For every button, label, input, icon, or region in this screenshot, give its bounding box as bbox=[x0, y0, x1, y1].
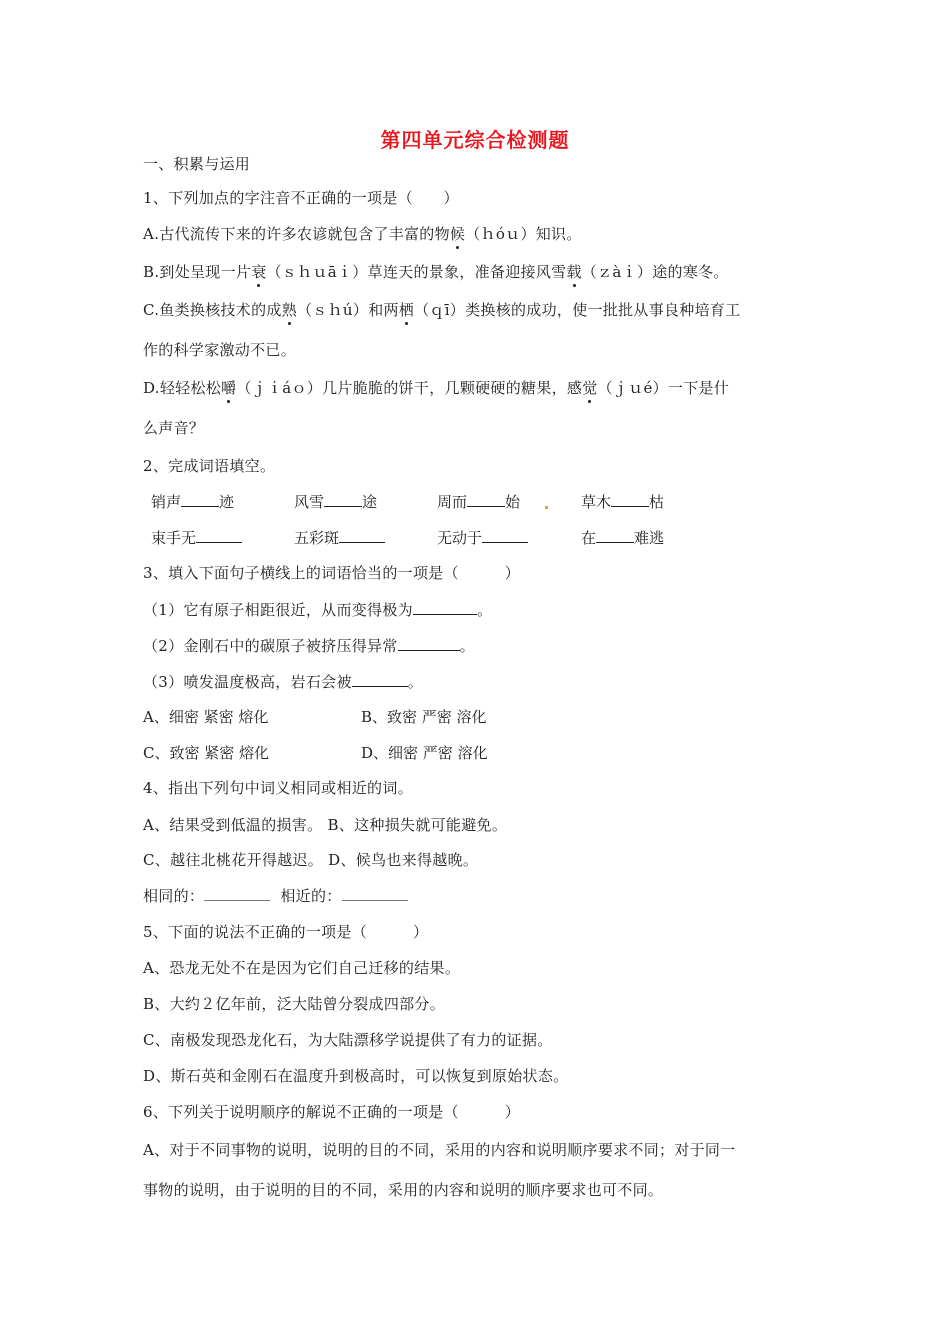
q1-option-c: C.鱼类换核技术的成熟（ｓｈú）和两栖（ｑī）类换核的成功，使一批批从事良种培育工 bbox=[143, 301, 741, 319]
fill-blank[interactable] bbox=[181, 492, 219, 507]
fill-blank[interactable] bbox=[413, 600, 477, 615]
idiom-blank: 周而 始 bbox=[437, 493, 521, 511]
idiom-blank: 束手无 bbox=[151, 528, 242, 548]
fill-blank[interactable] bbox=[339, 528, 385, 543]
q3-sentence-1: （1）它有原子相距很近，从而变得极为 。 bbox=[143, 601, 493, 619]
q4-line-1: A、结果受到低温的损害。 B、这种损失就可能避免。 bbox=[143, 816, 508, 834]
q4-stem: 4、指出下列句中词义相同或相近的词。 bbox=[143, 779, 413, 797]
fill-blank[interactable] bbox=[596, 528, 634, 543]
q5-option-d: D、斯石英和金刚石在温度升到极高时，可以恢复到原始状态。 bbox=[143, 1067, 569, 1085]
fill-blank[interactable] bbox=[196, 528, 242, 543]
dotted-char: 候 bbox=[449, 225, 466, 243]
q4-line-2: C、越往北桃花开得越迟。 D、候鸟也来得越晚。 bbox=[143, 851, 479, 869]
answer-blank[interactable] bbox=[342, 886, 408, 901]
fill-blank[interactable] bbox=[611, 492, 649, 507]
fill-blank[interactable] bbox=[324, 492, 362, 507]
q3-sentence-2: （2）金刚石中的碳原子被挤压得异常 。 bbox=[143, 637, 475, 655]
section-heading: 一、积累与运用 bbox=[143, 155, 251, 173]
fill-blank[interactable] bbox=[467, 492, 505, 507]
idiom-blank: 在 难逃 bbox=[581, 529, 665, 547]
q1-option-a: A.古代流传下来的许多农谚就包含了丰富的物候（ｈóｕ）知识。 bbox=[143, 225, 582, 243]
q3-sentence-3: （3）喷发温度极高，岩石会被 。 bbox=[143, 673, 424, 691]
q5-option-a: A、恐龙无处不在是因为它们自己迁移的结果。 bbox=[143, 959, 461, 977]
dotted-char: 衰 bbox=[251, 263, 267, 281]
q6-stem: 6、下列关于说明顺序的解说不正确的一项是（ ） bbox=[143, 1103, 521, 1121]
dotted-char: 栖 bbox=[398, 301, 415, 319]
q1-option-c-cont: 作的科学家激动不已。 bbox=[143, 341, 297, 359]
q5-stem: 5、下面的说法不正确的一项是（ ） bbox=[143, 923, 429, 941]
answer-blank[interactable] bbox=[204, 886, 270, 901]
stray-mark bbox=[545, 506, 548, 509]
idiom-blank: 草木 枯 bbox=[581, 493, 665, 511]
q3-stem: 3、填入下面句子横线上的词语恰当的一项是（ ） bbox=[143, 564, 521, 582]
q2-stem: 2、完成词语填空。 bbox=[143, 457, 276, 475]
dotted-char: 载 bbox=[566, 263, 582, 281]
q6-option-a-cont: 事物的说明，由于说明的目的不同，采用的内容和说明的顺序要求也可不同。 bbox=[143, 1181, 664, 1199]
q3-option-d: D、细密 严密 溶化 bbox=[361, 744, 488, 762]
idiom-blank: 风雪 途 bbox=[294, 493, 378, 511]
q1-option-b: B.到处呈现一片衰（ｓｈｕāｉ）草连天的景象，准备迎接风雪载（ｚàｉ）途的寒冬。 bbox=[143, 263, 729, 281]
page-title: 第四单元综合检测题 bbox=[380, 128, 570, 152]
q3-option-a: A、细密 紧密 熔化 bbox=[143, 708, 269, 726]
q3-option-b: B、致密 严密 溶化 bbox=[361, 708, 487, 726]
q5-option-c: C、南极发现恐龙化石，为大陆漂移学说提供了有力的证据。 bbox=[143, 1031, 553, 1049]
dotted-char: 觉 bbox=[582, 379, 598, 397]
dotted-char: 熟 bbox=[281, 301, 298, 319]
fill-blank[interactable] bbox=[398, 636, 460, 651]
fill-blank[interactable] bbox=[352, 672, 408, 687]
idiom-blank: 无动于 bbox=[437, 528, 528, 548]
idiom-blank: 销声 迹 bbox=[151, 493, 235, 511]
q5-option-b: B、大约２亿年前，泛大陆曾分裂成四部分。 bbox=[143, 995, 446, 1013]
idiom-blank: 五彩斑 bbox=[294, 528, 385, 548]
q4-answer-line: 相同的： 相近的： bbox=[143, 886, 408, 906]
dotted-char: 嚼 bbox=[221, 379, 237, 397]
q6-option-a: A、对于不同事物的说明，说明的目的不同，采用的内容和说明顺序要求不同；对于同一 bbox=[143, 1141, 736, 1159]
q1-option-d: D.轻轻松松嚼（ｊｉáｏ）几片脆脆的饼干，几颗硬硬的糖果，感觉（ｊｕé）一下是什 bbox=[143, 379, 730, 397]
q1-option-d-cont: 么声音？ bbox=[143, 419, 205, 437]
q3-option-c: C、致密 紧密 熔化 bbox=[143, 744, 270, 762]
q1-stem: 1、下列加点的字注音不正确的一项是（ ） bbox=[143, 189, 459, 207]
fill-blank[interactable] bbox=[482, 528, 528, 543]
